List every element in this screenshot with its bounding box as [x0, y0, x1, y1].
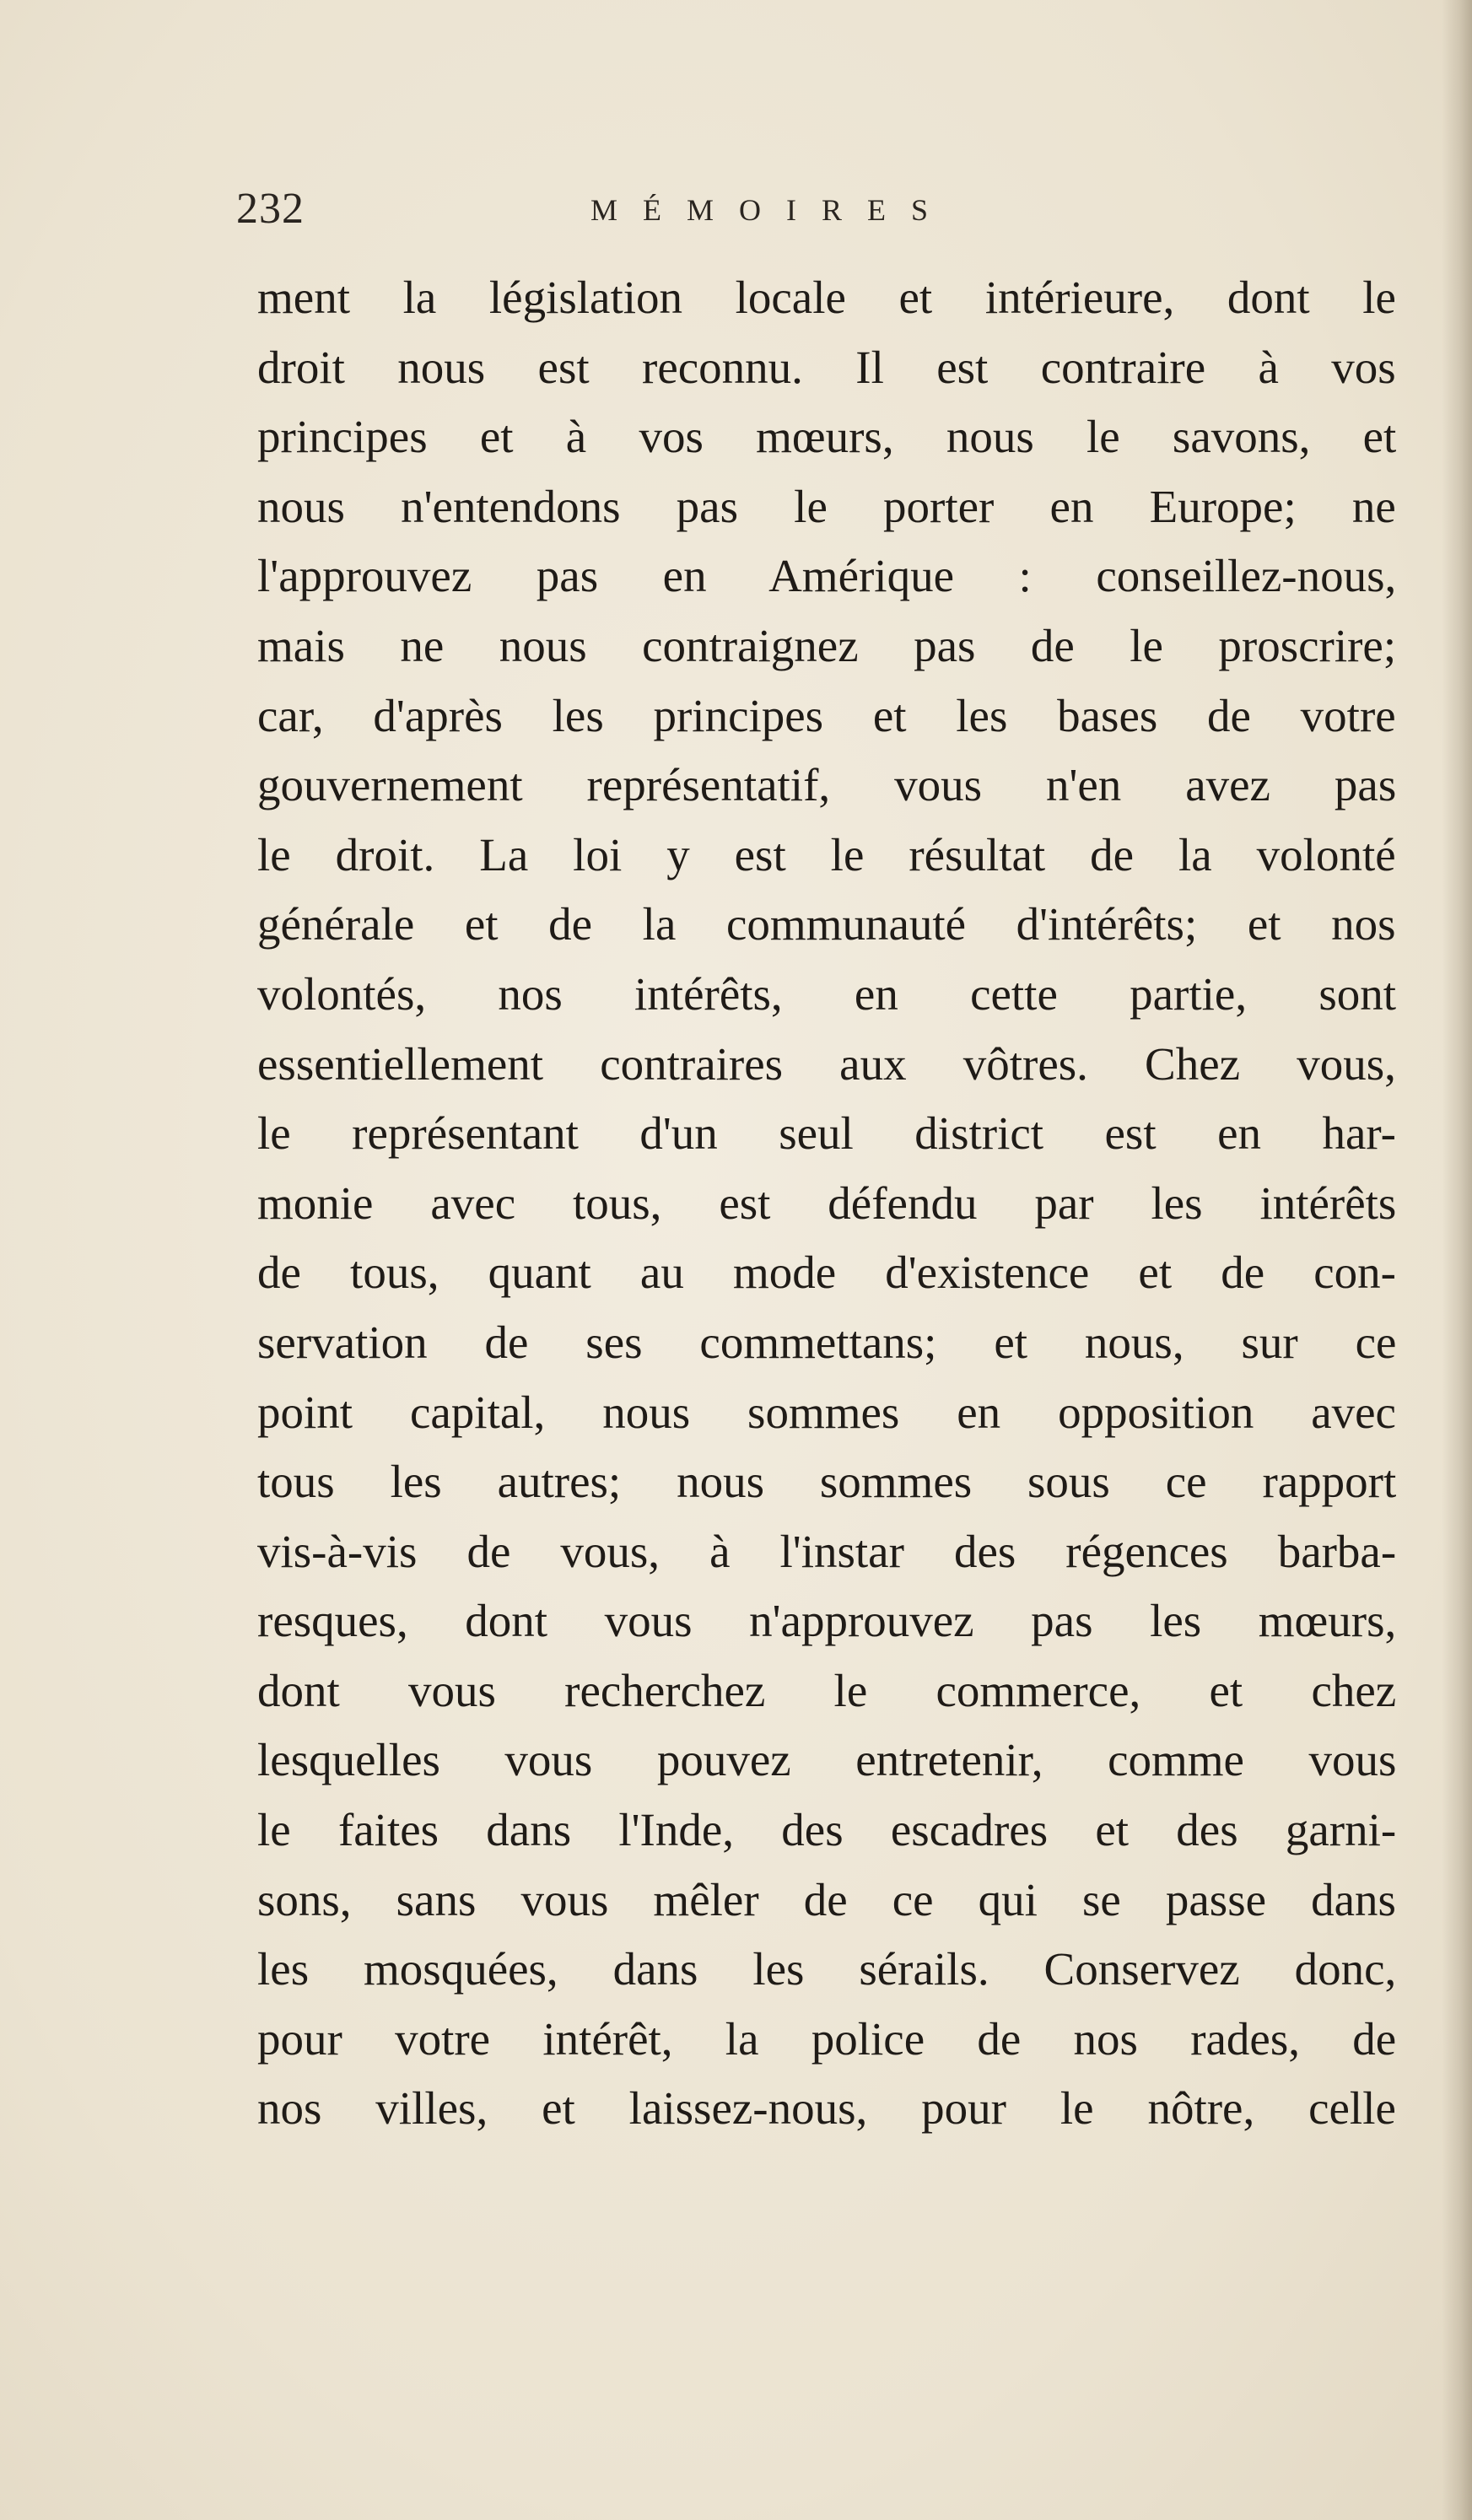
running-head: MÉMOIRES	[590, 193, 954, 227]
text-line: point capital, nous sommes en opposition avec	[257, 1386, 1396, 1438]
text-line: monie avec tous, est défendu par les intérêts	[257, 1177, 1397, 1229]
text-line: principes et à vos mœurs, nous le savons, et	[257, 411, 1397, 463]
text-line: nous n'entendons pas le porter en Europe; ne	[257, 480, 1396, 532]
text-line: servation de ses commettans; et nous, sur ce	[257, 1316, 1397, 1368]
text-line: nos villes, et laissez-nous, pour le nôtre, celle	[257, 2082, 1396, 2135]
text-line: sons, sans vous mêler de ce qui se passe dans	[257, 1873, 1396, 1925]
text-line: le faites dans l'Inde, des escadres et des garni-	[257, 1804, 1397, 1856]
text-line: l'approuvez pas en Amérique : conseillez-nous,	[257, 550, 1397, 602]
page-header	[236, 184, 1400, 243]
body-text	[257, 263, 1396, 2144]
text-line: vis-à-vis de vous, à l'instar des régences barba-	[257, 1525, 1397, 1577]
page-number: 232	[236, 185, 305, 233]
text-line: pour votre intérêt, la police de nos rades, de	[257, 2012, 1397, 2065]
text-line: les mosquées, dans les sérails. Conservez donc,	[257, 1943, 1397, 1995]
text-line: car, d'après les principes et les bases de votre	[257, 689, 1396, 741]
text-line: ment la législation locale et intérieure, dont le	[257, 272, 1396, 323]
text-line: lesquelles vous pouvez entretenir, comme vous	[257, 1734, 1397, 1786]
text-line: gouvernement représentatif, vous n'en avez pas	[257, 759, 1397, 811]
text-line: le droit. La loi y est le résultat de la volonté	[257, 828, 1396, 880]
text-line: droit nous est reconnu. Il est contraire à vos	[257, 341, 1396, 393]
text-line: essentiellement contraires aux vôtres. Chez vous,	[257, 1037, 1396, 1090]
text-line: resques, dont vous n'approuvez pas les mœurs,	[257, 1595, 1397, 1647]
text-line: dont vous recherchez le commerce, et chez	[257, 1664, 1397, 1716]
text-line: le représentant d'un seul district est en har-	[257, 1107, 1396, 1160]
text-line: générale et de la communauté d'intérêts; et nos	[257, 898, 1396, 950]
text-line: mais ne nous contraignez pas de le proscrire;	[257, 619, 1397, 671]
text-line: tous les autres; nous sommes sous ce rapport	[257, 1456, 1397, 1508]
text-line: de tous, quant au mode d'existence et de con-	[257, 1247, 1396, 1299]
text-line: volontés, nos intérêts, en cette partie, sont	[257, 967, 1397, 1020]
page-gutter-shadow	[1442, 0, 1472, 2520]
